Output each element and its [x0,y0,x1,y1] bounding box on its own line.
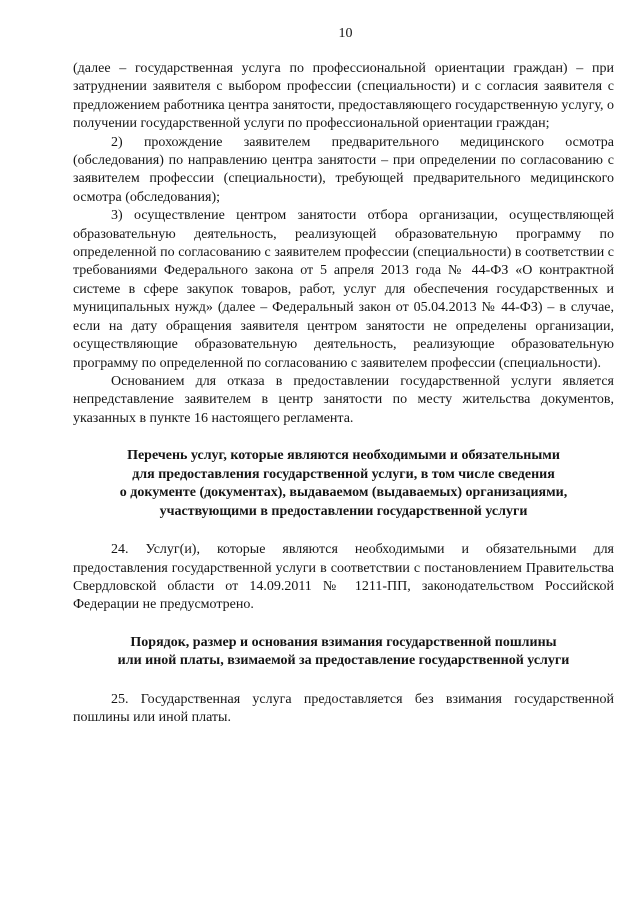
heading-line: или иной платы, взимаемой за предоставление государственной услуги [117,653,570,669]
heading-line: о документе (документах), выдаваемом (выдаваемых) организациями, [119,485,568,501]
paragraph-item-2: 2) прохождение заявителем предварительного медицинского осмотра (обследования) по направлению центра занятости – при определении по согласованию с заявителем профессии (специальности), требующей предварительного медицинского осмотра (обследования); [73,134,614,205]
page-number: 10 [338,26,353,41]
heading-line: участвующими в предоставлении государственной услуги [159,503,528,519]
paragraph-24: 24. Услуг(и), которые являются необходимыми и обязательными для предоставления государственной услуги в соответствии с постановлением Правительства Свердловской области от 14.09.2011 № 1211-ПП, законодательством Российской Федерации не предусмотрено. [73,542,614,613]
heading-line: для предоставления государственной услуги, в том числе сведения [132,466,555,482]
heading-line: Порядок, размер и основания взимания государственной пошлины [130,634,557,650]
paragraph-refusal-grounds: Основанием для отказа в предоставлении государственной услуги является непредставление заявителем в центр занятости по месту жительства документов, указанных в пункте 16 настоящего регламента. [73,373,614,426]
section-25-heading [73,634,614,671]
heading-line: Перечень услуг, которые являются необходимыми и обязательными [127,448,560,464]
section-24-heading [73,447,614,521]
paragraph-item-3: 3) осуществление центром занятости отбора организации, осуществляющей образовательную деятельность, реализующей образовательную программу по определенной по согласованию с заявителем профессии (специальности) в соответствии с требованиями Федерального закона от 5 апреля 2013 года № 44-ФЗ «О контрактной системе в сфере закупок товаров, работ, услуг для обеспечения государственных и муниципальных нужд» (далее – Федеральный закон от 05.04.2013 № 44-ФЗ) – в случае, если на дату обращения заявителя центром занятости не определены организации, осуществляющие образовательную деятельность, реализующие образовательную программу по определенной по согласованию с заявителем профессии (специальности). [73,208,614,371]
paragraph-continuation: (далее – государственная услуга по профессиональной ориентации граждан) – при затруднении заявителя с выбором профессии (специальности) и с согласия заявителя с предложением работника центра занятости, предоставляющего государственную услугу, о получении государственной услуги по профессиональной ориентации граждан; [73,61,614,132]
paragraph-25: 25. Государственная услуга предоставляется без взимания государственной пошлины или иной платы. [73,691,614,726]
